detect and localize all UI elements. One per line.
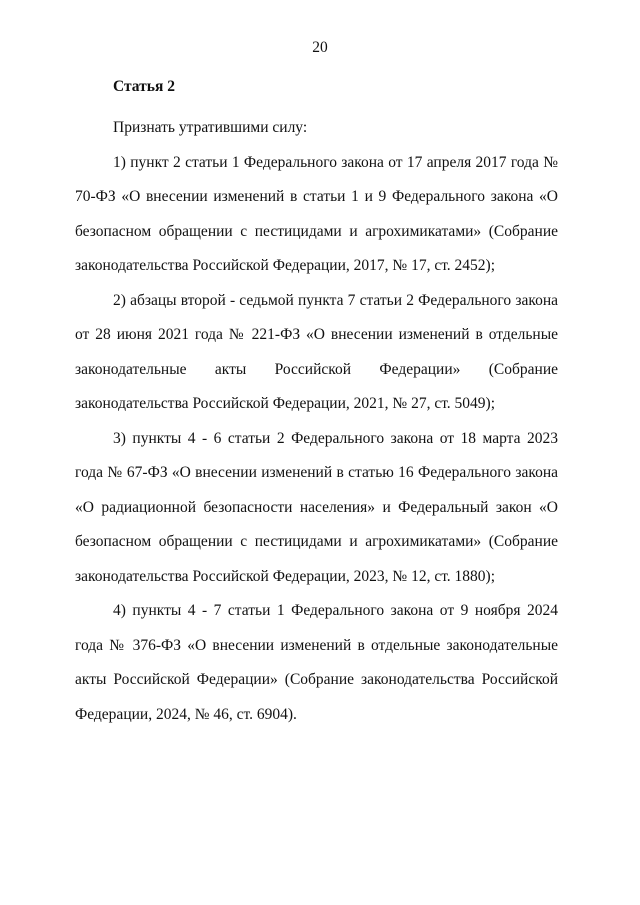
article-title: Статья 2 (113, 78, 175, 95)
article-body (75, 111, 558, 732)
list-item: 1) пункт 2 статьи 1 Федерального закона от 17 апреля 2017 года № 70-ФЗ «О внесении изменений в статьи 1 и 9 Федерального закона «О безопасном обращении с пестицидами и агрохимикатами» (Собрание законодательства Российской Федерации, 2017, № 17, ст. 2452); (75, 153, 558, 274)
page-number: 20 (312, 39, 328, 56)
list-item: 4) пункты 4 - 7 статьи 1 Федерального закона от 9 ноября 2024 года № 376-ФЗ «О внесении изменений в отдельные законодательные акты Российской Федерации» (Собрание законодательства Российской Федерации, 2024, № 46, ст. 6904). (75, 602, 558, 723)
list-item: 2) абзацы второй - седьмой пункта 7 статьи 2 Федерального закона от 28 июня 2021 года № 221-ФЗ «О внесении изменений в отдельные законодательные акты Российской Федерации» (Собрание законодательства Российской Федерации, 2021, № 27, ст. 5049); (75, 291, 558, 412)
list-item: 3) пункты 4 - 6 статьи 2 Федерального закона от 18 марта 2023 года № 67-ФЗ «О внесении изменений в статью 16 Федерального закона «О радиационной безопасности населения» и Федеральный закон «О безопасном обращении с пестицидами и агрохимикатами» (Собрание законодательства Российской Федерации, 2023, № 12, ст. 1880); (75, 429, 558, 585)
article-intro: Признать утратившими силу: (113, 119, 308, 136)
